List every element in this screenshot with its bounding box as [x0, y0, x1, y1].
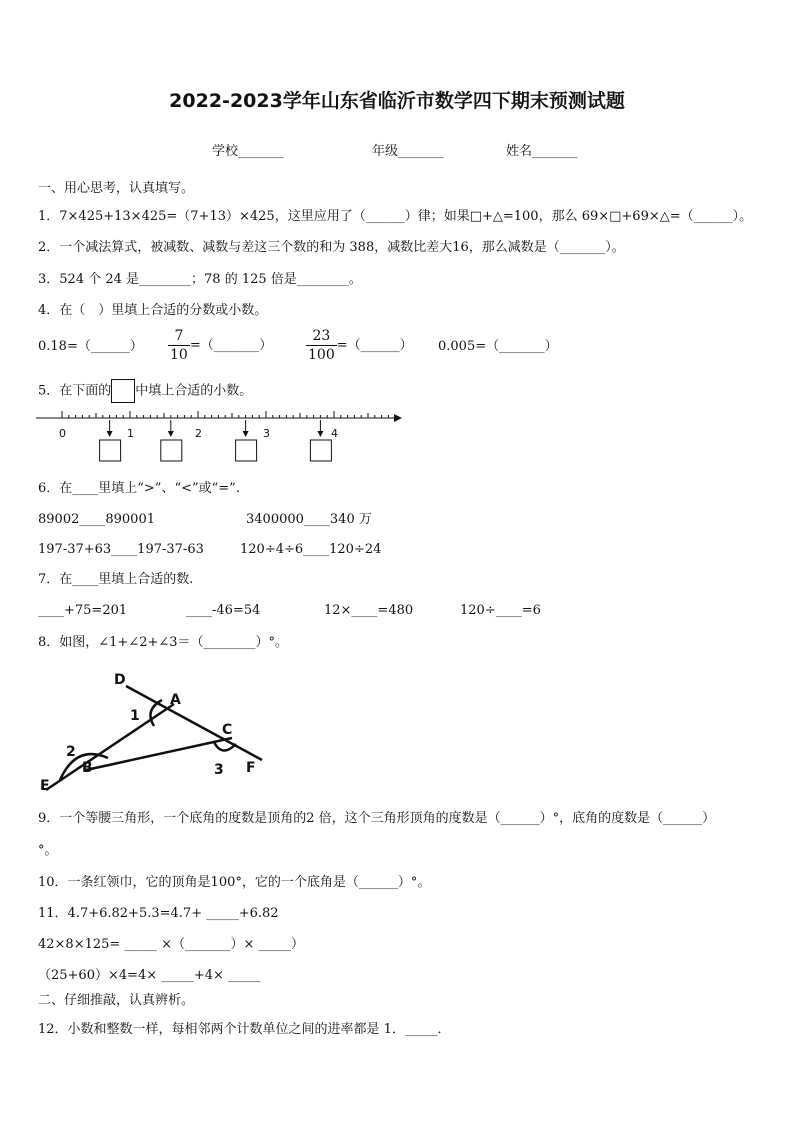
- question-6: 6．在____里填上“>”、“<”或“=”.: [38, 481, 240, 496]
- question-5: 5．在下面的 中填上合适的小数。: [38, 379, 252, 403]
- question-9-line-1: 9．一个等腰三角形，一个底角的度数是顶角的2 倍，这个三角形顶角的度数是（______）°，底角的度数是（______）: [38, 811, 716, 826]
- pointer-arrow-head-icon: [243, 431, 249, 437]
- fraction-7-10: $\frac{7}{10}$: [170, 328, 188, 363]
- label-e: E: [40, 778, 50, 794]
- pointer-arrow-head-icon: [107, 431, 113, 437]
- section-2-heading: 二、仔细推敲，认真辨析。: [38, 993, 195, 1008]
- question-10: 10．一条红领巾，它的顶角是100°，它的一个底角是（______）°。: [38, 875, 431, 890]
- q7-item-a: ____+75=201: [38, 603, 128, 618]
- q4-item-a: 0.18=（______）: [38, 339, 143, 354]
- question-11-b: 42×8×125= _____ ×（_______）× _____）: [38, 937, 304, 952]
- q4-item-b: $\frac{7}{10}$ =（_______）: [170, 328, 273, 363]
- line-b-c: [86, 738, 232, 770]
- question-2: 2．一个减法算式，被减数、减数与差这三个数的和为 388，减数比差大16，那么减数是（_______）。: [38, 240, 625, 255]
- answer-box: [100, 440, 121, 461]
- label-f: F: [246, 760, 256, 776]
- tick-label: 4: [331, 427, 338, 440]
- label-d: D: [114, 672, 126, 688]
- answer-box: [310, 440, 331, 461]
- answer-box-icon: [111, 379, 135, 403]
- question-12: 12．小数和整数一样，每相邻两个计数单位之间的进率都是 1．_____．: [38, 1022, 451, 1037]
- q6-item-a: 89002____890001: [38, 512, 155, 527]
- question-1: 1．7×425+13×425=（7+13）×425，这里应用了（______）律；如果□+△=100，那么 69×□+69×△=（______）。: [38, 209, 753, 224]
- number-line-arrow-icon: [394, 414, 402, 422]
- q6-item-b: 3400000____340 万: [246, 512, 372, 527]
- angle-figure: [36, 668, 276, 796]
- q4-item-d: 0.005=（_______）: [438, 339, 558, 354]
- question-7: 7．在____里填上合适的数.: [38, 572, 194, 587]
- q4-item-c: $\frac{23}{100}$ =（______）: [308, 328, 413, 363]
- question-8: 8．如图，∠1+∠2+∠3＝（________）°。: [38, 635, 289, 650]
- pointer-arrow-head-icon: [317, 431, 323, 437]
- pointer-arrow-head-icon: [168, 431, 174, 437]
- number-line: [30, 408, 410, 468]
- question-11-a: 11．4.7+6.82+5.3=4.7+ _____+6.82: [38, 906, 279, 921]
- tick-label: 0: [59, 427, 66, 440]
- tick-label: 2: [195, 427, 202, 440]
- label-a: A: [170, 692, 181, 708]
- fraction-23-100: $\frac{23}{100}$: [308, 328, 335, 363]
- q6-item-d: 120÷4÷6____120÷24: [240, 542, 382, 557]
- label-3: 3: [214, 762, 224, 778]
- grade-field: 年级_______: [372, 144, 444, 159]
- question-4: 4．在（ ）里填上合适的分数或小数。: [38, 303, 268, 318]
- label-2: 2: [66, 744, 76, 760]
- label-c: C: [222, 722, 233, 738]
- answer-box: [161, 440, 182, 461]
- school-field: 学校_______: [212, 144, 284, 159]
- question-9-line-2: °。: [38, 843, 58, 858]
- q7-item-c: 12×____=480: [324, 603, 414, 618]
- question-11-c: （25+60）×4=4× _____+4× _____: [38, 968, 261, 983]
- tick-label: 3: [263, 427, 270, 440]
- page-title: 2022-2023学年山东省临沂市数学四下期末预测试题: [169, 90, 625, 112]
- label-b: B: [82, 760, 93, 776]
- answer-box: [236, 440, 257, 461]
- tick-label: 1: [127, 427, 134, 440]
- q6-item-c: 197-37+63____197-37-63: [38, 542, 204, 557]
- label-1: 1: [130, 708, 140, 724]
- question-3: 3．524 个 24 是________；78 的 125 倍是________。: [38, 272, 362, 287]
- section-1-heading: 一、用心思考，认真填写。: [38, 181, 195, 196]
- q7-item-d: 120÷____=6: [460, 603, 541, 618]
- name-field: 姓名_______: [506, 144, 578, 159]
- q7-item-b: ____-46=54: [186, 603, 261, 618]
